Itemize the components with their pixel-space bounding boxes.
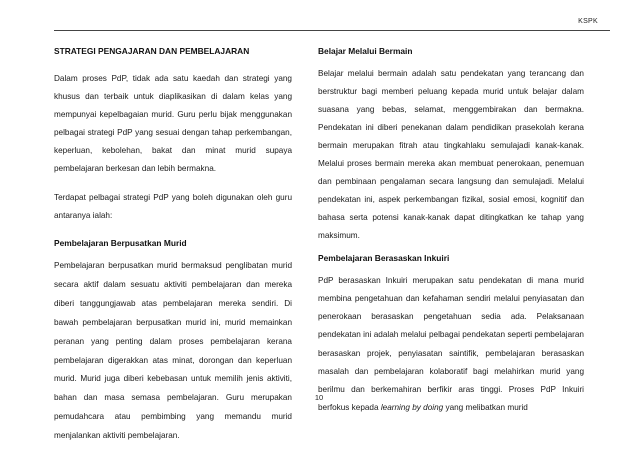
inquiry-text-after: yang melibatkan murid xyxy=(443,402,528,412)
header-label: KSPK xyxy=(578,18,598,25)
subheading-student-centered: Pembelajaran Berpusatkan Murid xyxy=(54,238,187,249)
right-column xyxy=(318,46,584,417)
section-title: STRATEGI PENGAJARAN DAN PEMBELAJARAN xyxy=(54,46,250,56)
header-divider xyxy=(54,30,610,31)
left-column xyxy=(54,46,292,446)
subheading-inquiry-based: Pembelajaran Berasaskan Inkuiri xyxy=(318,253,450,264)
inquiry-emphasis: learning by doing xyxy=(380,402,444,412)
student-centered-paragraph: Pembelajaran berpusatkan murid bermaksud penglibatan murid secara aktif dalam sesuatu aktiviti pembelajaran dan mereka diberi tanggungjawab atas pembelajaran mereka sendiri. Di bawah pembelajaran berpusatkan murid ini, murid memainkan peranan yang penting dalam proses pembelajaran kerana pembelajaran digerakkan atas minat, dorongan dan keperluan murid. Murid juga diberi kebebasan untuk memilih jenis aktiviti, bahan dan masa semasa pembelajaran. Guru merupakan pemudahcara atau pembimbing yang memandu murid menjalankan aktiviti pembelajaran. xyxy=(54,261,292,440)
inquiry-text-before: PdP berasaskan Inkuiri merupakan satu pendekatan di mana murid membina pengetahuan dan kefahaman sendiri melalui penyiasatan dan penerokaan berasaskan pengetahuan sedia ada. Pelaksanaan pendekatan ini adalah melalui pelbagai pendekatan seperti pembelajaran berasaskan projek, penyiasatan saintifik, pembelajaran berasaskan masalah dan pembelajaran kolaboratif bagi melahirkan murid yang berilmu dan berkemahiran berfikir aras tinggi. Proses PdP Inkuiri berfokus kepada xyxy=(318,276,584,412)
page-number: 10 xyxy=(314,393,324,402)
intro-paragraph: Dalam proses PdP, tidak ada satu kaedah dan strategi yang khusus dan terbaik untuk diaplikasikan di dalam kelas yang mempunyai kepelbagaian murid. Guru perlu bijak menggunakan pelbagai strategi PdP yang sesuai dengan tahap perkembangan, keperluan, kebolehan, bakat dan minat murid supaya pembelajaran berkesan dan lebih bermakna. xyxy=(54,73,292,174)
subheading-learning-through-play: Belajar Melalui Bermain xyxy=(318,46,413,56)
learning-through-play-paragraph: Belajar melalui bermain adalah satu pendekatan yang terancang dan berstruktur bagi memberi peluang kepada murid untuk belajar dalam suasana yang bebas, selamat, menggembirakan dan bermakna. Pendekatan ini diberi penekanan dalam pendidikan prasekolah kerana bermain merupakan fitrah atau tingkahlaku semulajadi kanak-kanak. Melalui proses bermain mereka akan membuat penerokaan, penemuan dan pembinaan pengalaman secara langsung dan semulajadi. Melalui pendekatan ini, aspek perkembangan fizikal, sosial emosi, kognitif dan bahasa serta potensi kanak-kanak dapat ditingkatkan ke tahap yang maksimum. xyxy=(318,68,584,241)
strategy-intro-paragraph: Terdapat pelbagai strategi PdP yang boleh digunakan oleh guru antaranya ialah: xyxy=(54,193,292,221)
